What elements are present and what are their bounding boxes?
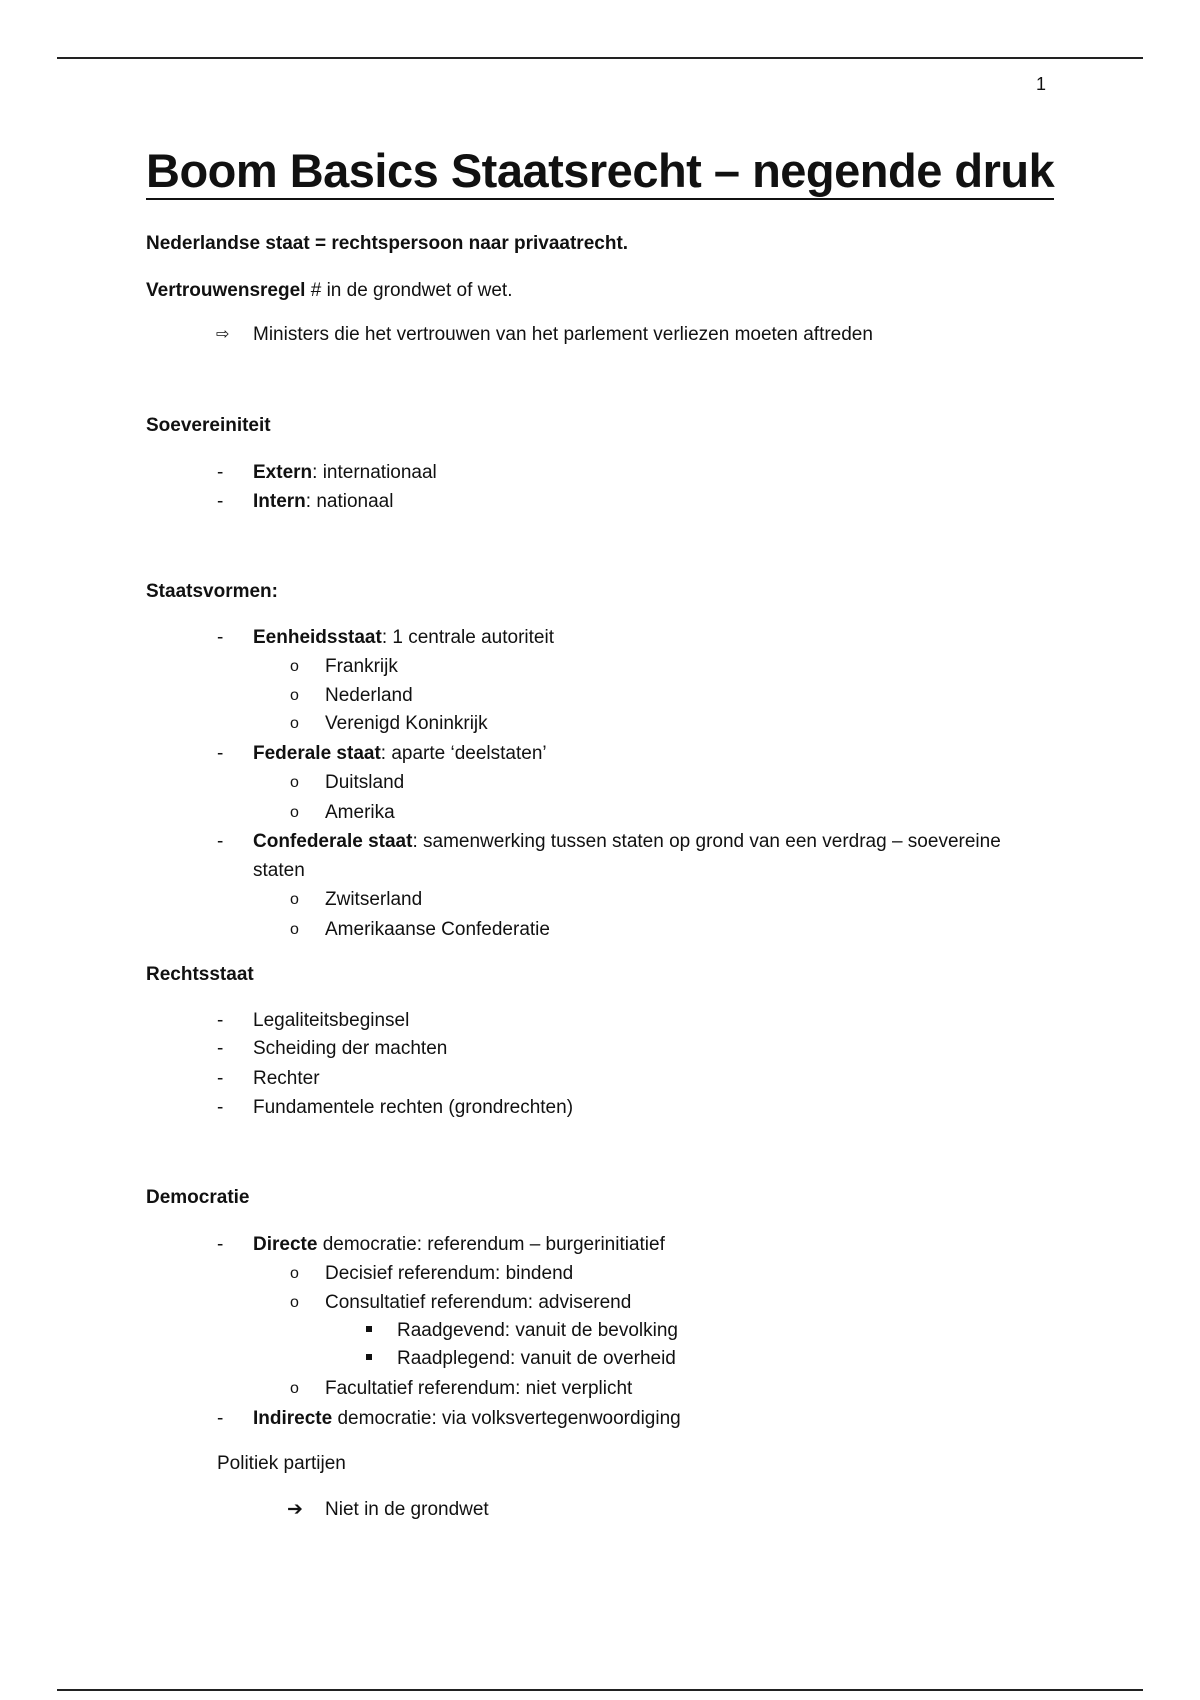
term: Federale staat: [253, 743, 381, 764]
democratie-heading: Democratie: [146, 1187, 250, 1208]
list-item: [253, 1407, 681, 1431]
document-title: Boom Basics Staatsrecht – negende druk: [146, 146, 1054, 200]
bold-arrow-icon: ➔: [287, 1499, 303, 1520]
circle-bullet: o: [290, 774, 299, 791]
term: Eenheidsstaat: [253, 627, 382, 648]
list-item: [253, 626, 554, 650]
vertrouwensregel-text: # in de grondwet of wet.: [305, 280, 513, 301]
list-item: Rechter: [253, 1068, 320, 1089]
dash-bullet: -: [217, 1408, 224, 1429]
definition: : 1 centrale autoriteit: [381, 627, 554, 648]
list-item: Fundamentele rechten (grondrechten): [253, 1097, 574, 1118]
definition: democratie: via volksvertegenwoordiging: [332, 1408, 681, 1429]
definition: democratie: referendum – burgerinitiatief: [317, 1234, 665, 1255]
sub-item: Nederland: [325, 685, 413, 706]
list-item: [253, 742, 547, 766]
header-rule: [57, 57, 1143, 59]
sub-item: Frankrijk: [325, 656, 398, 677]
definition: : internationaal: [312, 462, 437, 483]
politieke-partijen-label: Politiek partijen: [217, 1453, 346, 1474]
page-number: 1: [1036, 74, 1047, 94]
staatsvormen-heading: Staatsvormen:: [146, 581, 278, 602]
intro-statement: Nederlandse staat = rechtspersoon naar privaatrecht.: [146, 233, 629, 254]
hollow-arrow-icon: ⇨: [216, 326, 230, 343]
circle-bullet: o: [290, 1294, 299, 1311]
list-item-continuation: staten: [253, 860, 305, 881]
sub-item: Consultatief referendum: adviserend: [325, 1292, 632, 1313]
sub-item: Decisief referendum: bindend: [325, 1263, 574, 1284]
circle-bullet: o: [290, 715, 299, 732]
circle-bullet: o: [290, 891, 299, 908]
list-item: Legaliteitsbeginsel: [253, 1010, 410, 1031]
partijen-note: Niet in de grondwet: [325, 1499, 489, 1520]
term: Intern: [253, 491, 306, 512]
circle-bullet: o: [290, 687, 299, 704]
sub-item: Zwitserland: [325, 889, 423, 910]
circle-bullet: o: [290, 658, 299, 675]
sub-sub-item: Raadgevend: vanuit de bevolking: [397, 1320, 678, 1341]
sub-item: Amerikaanse Confederatie: [325, 919, 550, 940]
square-bullet: [366, 1326, 372, 1332]
list-item: [253, 830, 1001, 854]
list-item: [253, 490, 393, 514]
list-item: Scheiding der machten: [253, 1038, 448, 1059]
dash-bullet: -: [217, 1038, 224, 1059]
soevereiniteit-heading: Soevereiniteit: [146, 415, 271, 436]
dash-bullet: -: [217, 491, 224, 512]
ministers-item: Ministers die het vertrouwen van het parlement verliezen moeten aftreden: [253, 324, 873, 345]
term: Confederale staat: [253, 831, 413, 852]
sub-item: Facultatief referendum: niet verplicht: [325, 1378, 633, 1399]
dash-bullet: -: [217, 627, 224, 648]
sub-item: Amerika: [325, 802, 395, 823]
list-item: [253, 461, 437, 485]
list-item: [253, 1233, 665, 1257]
circle-bullet: o: [290, 1380, 299, 1397]
vertrouwensregel-line: [146, 279, 512, 303]
vertrouwensregel-term: Vertrouwensregel: [146, 280, 306, 301]
dash-bullet: -: [217, 743, 224, 764]
circle-bullet: o: [290, 804, 299, 821]
sub-item: Duitsland: [325, 772, 405, 793]
square-bullet: [366, 1354, 372, 1360]
term: Extern: [253, 462, 313, 483]
dash-bullet: -: [217, 1068, 224, 1089]
term: Indirecte: [253, 1408, 333, 1429]
dash-bullet: -: [217, 1234, 224, 1255]
dash-bullet: -: [217, 1097, 224, 1118]
definition: : nationaal: [305, 491, 394, 512]
dash-bullet: -: [217, 1010, 224, 1031]
definition: : aparte ‘deelstaten’: [380, 743, 547, 764]
dash-bullet: -: [217, 831, 224, 852]
sub-sub-item: Raadplegend: vanuit de overheid: [397, 1348, 676, 1369]
definition: : samenwerking tussen staten op grond van een verdrag – soevereine: [412, 831, 1001, 852]
rechtsstaat-heading: Rechtsstaat: [146, 964, 254, 985]
dash-bullet: -: [217, 462, 224, 483]
circle-bullet: o: [290, 921, 299, 938]
footer-rule: [57, 1689, 1143, 1691]
sub-item: Verenigd Koninkrijk: [325, 713, 488, 734]
term: Directe: [253, 1234, 318, 1255]
circle-bullet: o: [290, 1265, 299, 1282]
